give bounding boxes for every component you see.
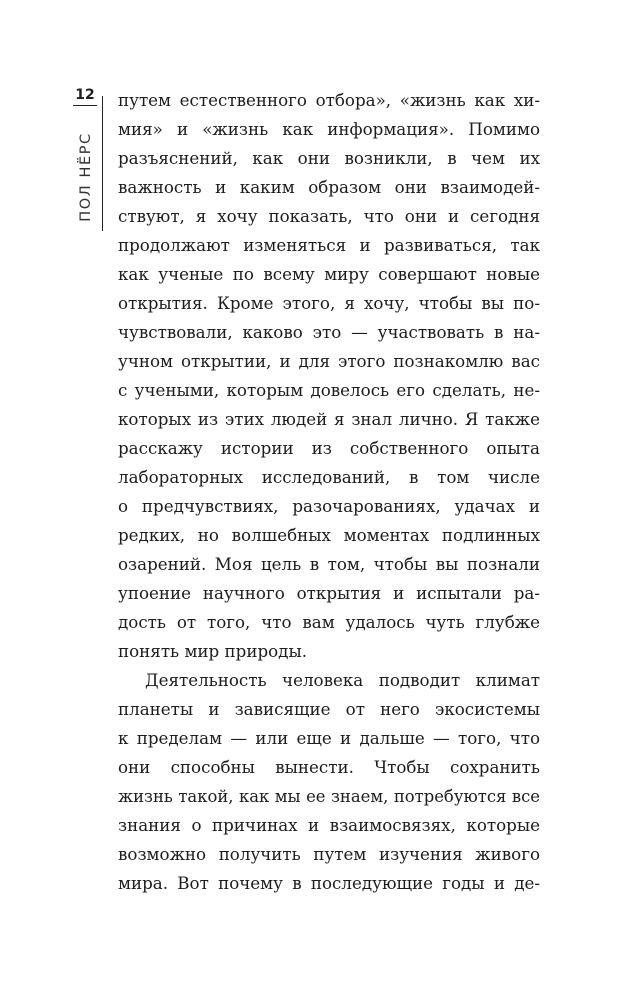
text-line: важность и каким образом они взаимодей- [118,177,540,197]
text-line: упоение научного открытия и испытали ра- [118,583,540,603]
text-line: мия» и «жизнь как информация». Помимо [118,119,540,139]
text-line: мира. Вот почему в последующие годы и де- [118,873,540,893]
text-line: понять мир природы. [118,641,308,661]
text-line: лабораторных исследований, в том числе [118,467,540,487]
text-line: озарений. Моя цель в том, чтобы вы познали [118,554,540,574]
text-line: чувствовали, каково это — участвовать в на- [118,322,540,342]
text-line: о предчувствиях, разочарованиях, удачах и [118,496,540,516]
running-head-author [77,127,95,227]
text-line: учном открытии, и для этого познакомлю вас [118,351,540,371]
text-line: дость от того, что вам удалось чуть глубже [118,612,540,632]
body-text [118,86,540,898]
text-line: возможно получить путем изучения живого [118,844,540,864]
text-line: расскажу истории из собственного опыта [118,438,540,458]
text-line: путем естественного отбора», «жизнь как хи- [118,90,540,110]
running-head-rule [102,96,103,231]
text-line: жизнь такой, как мы ее знаем, потребуются все [118,787,540,806]
text-line: Деятельность человека подводит климат [145,670,540,690]
text-line: с учеными, которым довелось его сделать, не- [118,380,540,400]
text-line: как ученые по всему миру совершают новые [118,264,540,284]
text-line: знания о причинах и взаимосвязях, которые [118,815,540,835]
page-number: 12 [75,87,95,103]
paragraph [118,666,540,898]
text-line: продолжают изменяться и развиваться, так [118,235,540,255]
text-line: ствуют, я хочу показать, что они и сегодня [118,206,540,226]
text-line: которых из этих людей я знал лично. Я также [118,409,540,429]
text-line: планеты и зависящие от него экосистемы [118,699,540,719]
page-number-rule [73,105,97,106]
text-line: к пределам — или еще и дальше — того, что [118,728,540,748]
paragraph [118,86,540,666]
text-line: они способны вынести. Чтобы сохранить [118,757,540,777]
text-line: редких, но волшебных моментах подлинных [118,525,540,545]
text-line: открытия. Кроме этого, я хочу, чтобы вы по- [118,293,540,313]
text-line: разъяснений, как они возникли, в чем их [118,148,540,168]
author-name: ПОЛ НЁРС [78,132,94,222]
